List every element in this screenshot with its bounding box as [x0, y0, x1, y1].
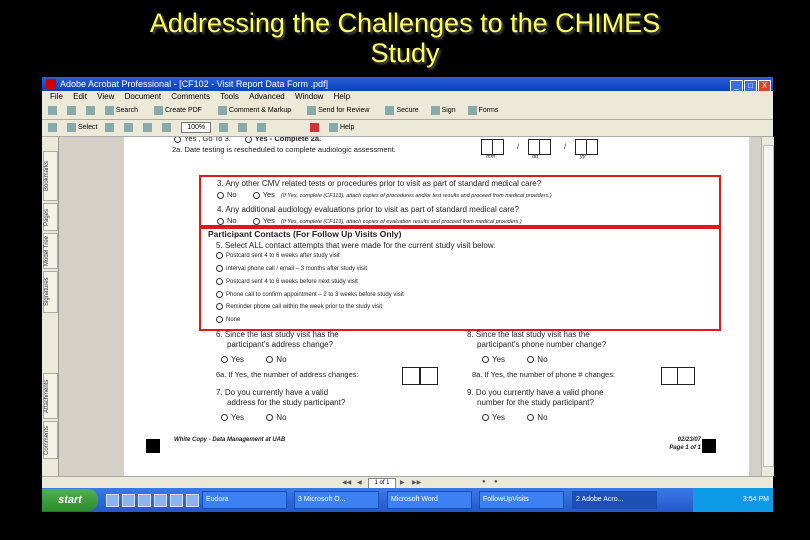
menu-document[interactable]: Document — [124, 92, 162, 101]
zoom-tool-button[interactable] — [124, 120, 135, 136]
slide-title — [0, 8, 810, 68]
pdf-page — [124, 137, 749, 476]
taskbar-item-followupvisits[interactable]: FollowUpVisits — [479, 491, 564, 509]
q2a-label: 2a. Date testing is rescheduled to complete audiologic assessment. — [172, 145, 396, 154]
create-pdf-button[interactable] — [154, 103, 202, 119]
date-label-mm: mm — [486, 154, 496, 160]
q5-option-1-label: Postcard sent 4 to 6 weeks after study visit — [226, 253, 340, 260]
quicklaunch-icon-5[interactable] — [170, 494, 183, 507]
menu-tools[interactable]: Tools — [220, 92, 239, 101]
scrollbar-thumb[interactable] — [763, 145, 774, 467]
q2-complete-label: Yes - Complete 2a. — [254, 137, 322, 143]
toolbar-secondary — [42, 120, 773, 137]
folder-icon — [48, 106, 57, 115]
lock-icon — [385, 106, 394, 115]
q8b-row — [477, 340, 727, 349]
print-icon — [86, 106, 95, 115]
date-label-dd: dd — [532, 154, 539, 160]
q9b-row — [477, 398, 727, 407]
next-page-button[interactable]: ▶ — [400, 480, 405, 486]
q6a-row — [216, 370, 416, 379]
q8-label: 8. Since the last study visit has the — [467, 330, 590, 339]
q6a-label: 6a. If Yes, the number of address changes: — [216, 370, 359, 379]
document-gutter-right — [749, 137, 761, 476]
q9-label: 9. Do you currently have a valid phone — [467, 388, 604, 397]
q8a-box-2[interactable] — [677, 367, 695, 385]
footer-date: 02/23/07 — [677, 437, 701, 443]
q9-no-label: No — [537, 413, 548, 422]
menu-advanced[interactable]: Advanced — [249, 92, 285, 101]
acrobat-icon — [46, 79, 56, 89]
q2-no-radio[interactable] — [174, 137, 181, 143]
fit-width-button[interactable] — [238, 120, 249, 136]
q9b-label: number for the study participant? — [477, 398, 594, 407]
open-button[interactable] — [48, 103, 59, 119]
q2a-row — [172, 145, 749, 154]
window-title: Adobe Acrobat Professional - [CF102 - Visit Report Data Form .pdf] — [60, 79, 328, 89]
comment-markup-button[interactable] — [218, 103, 291, 119]
menubar — [42, 91, 773, 103]
select-icon — [67, 123, 76, 132]
navigation-pane — [42, 137, 59, 497]
q7-label: 7. Do you currently have a valid — [216, 388, 329, 397]
sign-label: Sign — [441, 107, 456, 114]
q5-option-2-label: Interval phone call / email – 3 months after study visit — [226, 266, 368, 273]
tab-attachments[interactable]: Attachments — [43, 373, 58, 419]
send-review-button[interactable] — [307, 103, 369, 119]
fit-page-icon — [219, 123, 228, 132]
date-box-d2[interactable] — [539, 139, 551, 155]
taskbar-item-microsoft-word[interactable]: Microsoft Word — [387, 491, 472, 509]
forms-label: Forms — [478, 107, 499, 114]
footer-copy-label: White Copy - Data Management at UAB — [174, 437, 286, 443]
create-pdf-label: Create PDF — [165, 107, 202, 114]
comment-icon — [218, 106, 227, 115]
rotate-button[interactable] — [257, 120, 268, 136]
q6-row — [216, 330, 416, 339]
q6-no-label: No — [276, 355, 287, 364]
q9-row — [467, 388, 717, 397]
windows-taskbar — [42, 488, 773, 512]
q5-option-4-label: Phone call to confirm appointment – 2 to 3 weeks before study visit — [226, 292, 404, 299]
camera-icon — [105, 123, 114, 132]
q4-yes-label: Yes — [262, 216, 275, 225]
date-box-m2[interactable] — [492, 139, 504, 155]
search-label: Search — [115, 107, 139, 114]
page-number-input[interactable]: 1 of 1 — [368, 478, 396, 489]
menu-window[interactable]: Window — [294, 92, 324, 101]
start-button[interactable]: start — [42, 489, 98, 511]
select-label: Select — [77, 124, 98, 131]
q7-no-label: No — [276, 413, 287, 422]
q6a-box-1[interactable] — [402, 367, 420, 385]
select-tool-button[interactable] — [67, 120, 97, 136]
maximize-button[interactable]: □ — [744, 80, 757, 93]
q3-no-label: No — [227, 190, 237, 199]
q6b-label: participant's address change? — [227, 340, 334, 349]
q6-label: 6. Since the last study visit has the — [216, 330, 339, 339]
vertical-scrollbar[interactable] — [761, 137, 774, 476]
q2-options-row — [174, 137, 749, 143]
sign-icon — [431, 106, 440, 115]
q5-option-3-label: Postcard sent 4 to 6 weeks before next study visit — [226, 279, 358, 286]
rotate-icon — [257, 123, 266, 132]
create-pdf-icon — [154, 106, 163, 115]
participant-contacts-heading: Participant Contacts (For Follow Up Visits Only) — [208, 229, 402, 239]
quicklaunch-icon-3[interactable] — [138, 494, 151, 507]
q7-row — [216, 388, 416, 397]
zoom-out-icon — [143, 123, 152, 132]
document-gutter-left — [59, 137, 124, 476]
zoom-out-button[interactable] — [143, 120, 154, 136]
date-slash-2: / — [564, 142, 567, 151]
slide-title-line1: Addressing the Challenges to the CHIMES — [149, 8, 661, 38]
date-label-yy: yy — [580, 154, 586, 160]
tab-bookmarks[interactable]: Bookmarks — [43, 151, 58, 201]
secure-label: Secure — [396, 107, 419, 114]
q7b-label: address for the study participant? — [227, 398, 346, 407]
snapshot-button[interactable] — [105, 120, 116, 136]
q3-label: 3. Any other CMV related tests or procedures prior to visit as part of standard medical care? — [217, 179, 542, 188]
tab-comments[interactable]: Comments — [43, 421, 58, 459]
yahoo-icon — [310, 123, 319, 132]
forms-button[interactable] — [468, 103, 499, 119]
q2-yes-goto: Yes , Go To 3. — [184, 137, 231, 143]
taskbar-item-eudora[interactable]: Eudora — [202, 491, 287, 509]
tab-model-tree[interactable]: Model Tree — [43, 233, 58, 269]
quicklaunch-icon-2[interactable] — [122, 494, 135, 507]
q5-option-6-label: None — [226, 317, 241, 324]
acrobat-window — [42, 77, 773, 512]
secure-button[interactable] — [385, 103, 418, 119]
menu-view[interactable]: View — [97, 92, 115, 101]
q9-options-row — [482, 413, 602, 422]
q7-yes-radio[interactable] — [221, 414, 228, 421]
fit-page-button[interactable] — [219, 120, 230, 136]
highlight-box-participant-contacts — [199, 227, 721, 331]
help-label: Help — [339, 124, 355, 131]
search-button[interactable] — [105, 103, 138, 119]
q3-yes-label: Yes — [262, 190, 275, 199]
q4-label: 4. Any additional audiology evaluations prior to visit as part of standard medical care? — [217, 205, 519, 214]
quicklaunch-icon-6[interactable] — [186, 494, 199, 507]
forward-view-button[interactable]: ● — [494, 479, 498, 485]
q8b-label: participant's phone number change? — [477, 340, 607, 349]
quicklaunch-icon-4[interactable] — [154, 494, 167, 507]
slide-title-line2: Study — [370, 38, 440, 68]
q9-no-radio[interactable] — [527, 414, 534, 421]
q8a-label: 8a. If Yes, the number of phone # changes: — [472, 370, 616, 379]
q2-yes-radio[interactable] — [245, 137, 252, 143]
last-page-button[interactable]: ▶▶ — [412, 480, 422, 486]
hand-tool-button[interactable] — [48, 120, 59, 136]
search-icon — [105, 106, 114, 115]
q4-no-label: No — [227, 216, 237, 225]
zoom-level-input[interactable]: 100% — [181, 122, 211, 133]
q3-note: (If Yes, complete (CF113), attach copies of procedures and/or test results and proceed from medical providers.) — [281, 193, 552, 199]
prev-page-button[interactable]: ◀ — [357, 480, 362, 486]
zoom-icon — [124, 123, 133, 132]
toolbar-main — [42, 103, 773, 120]
q7b-row — [227, 398, 427, 407]
sign-button[interactable] — [431, 103, 456, 119]
q5-label: 5. Select ALL contact attempts that were made for the current study visit below. — [216, 241, 496, 250]
q7-no-radio[interactable] — [266, 414, 273, 421]
date-slash-1: / — [517, 142, 520, 151]
registration-mark-left — [146, 439, 160, 453]
system-tray — [693, 488, 773, 512]
taskbar-item-adobe-acrobat[interactable]: 2 Adobe Acro... — [572, 491, 657, 509]
q8-yes-radio[interactable] — [482, 356, 489, 363]
fit-width-icon — [238, 123, 247, 132]
first-page-button[interactable]: ◀◀ — [342, 480, 352, 486]
print-button[interactable] — [86, 103, 97, 119]
yahoo-button[interactable] — [310, 120, 321, 136]
save-icon — [67, 106, 76, 115]
menu-help[interactable]: Help — [333, 92, 351, 101]
q6-no-radio[interactable] — [266, 356, 273, 363]
taskbar-item-microsoft-office[interactable]: 3 Microsoft O... — [294, 491, 379, 509]
tab-pages[interactable]: Pages — [43, 203, 58, 231]
menu-comments[interactable]: Comments — [171, 92, 210, 101]
q8a-row — [472, 370, 672, 379]
q8-row — [467, 330, 717, 339]
minimize-button[interactable]: _ — [730, 80, 743, 93]
q6-options-row — [221, 355, 341, 364]
menu-edit[interactable]: Edit — [73, 92, 87, 101]
tab-signatures[interactable]: Signatures — [43, 271, 58, 313]
clock: 3:54 PM — [742, 496, 769, 503]
comment-markup-label: Comment & Markup — [228, 107, 292, 114]
close-button[interactable]: X — [758, 80, 771, 93]
highlight-box-q3-q4 — [199, 175, 721, 227]
send-review-label: Send for Review — [318, 107, 370, 114]
send-review-icon — [307, 106, 316, 115]
q9-yes-radio[interactable] — [482, 414, 489, 421]
back-view-button[interactable]: ● — [482, 479, 486, 485]
hand-icon — [48, 123, 57, 132]
quicklaunch-icon-1[interactable] — [106, 494, 119, 507]
q6a-box-2[interactable] — [420, 367, 438, 385]
forms-icon — [468, 106, 477, 115]
q8-no-radio[interactable] — [527, 356, 534, 363]
q7-yes-label: Yes — [231, 413, 245, 422]
menu-file[interactable]: File — [50, 92, 63, 101]
help-button[interactable] — [329, 120, 354, 136]
q6-yes-radio[interactable] — [221, 356, 228, 363]
q8-no-label: No — [537, 355, 548, 364]
help-icon — [329, 123, 338, 132]
registration-mark-right — [702, 439, 716, 453]
date-box-y2[interactable] — [586, 139, 598, 155]
q8-options-row — [482, 355, 602, 364]
q5-option-5-label: Reminder phone call within the week prior to the study visit — [226, 304, 383, 311]
footer-page: Page 1 of 1 — [669, 445, 701, 451]
q6-yes-label: Yes — [231, 355, 245, 364]
q8-yes-label: Yes — [492, 355, 506, 364]
window-titlebar[interactable] — [42, 77, 773, 91]
zoom-in-button[interactable] — [162, 120, 173, 136]
save-button[interactable] — [67, 103, 78, 119]
q4-note: (If Yes, complete (CF113), attach copies of evaluation results and proceed from medical providers.) — [281, 219, 522, 225]
q9-yes-label: Yes — [492, 413, 506, 422]
q6b-row — [227, 340, 427, 349]
q7-options-row — [221, 413, 341, 422]
zoom-in-icon — [162, 123, 171, 132]
